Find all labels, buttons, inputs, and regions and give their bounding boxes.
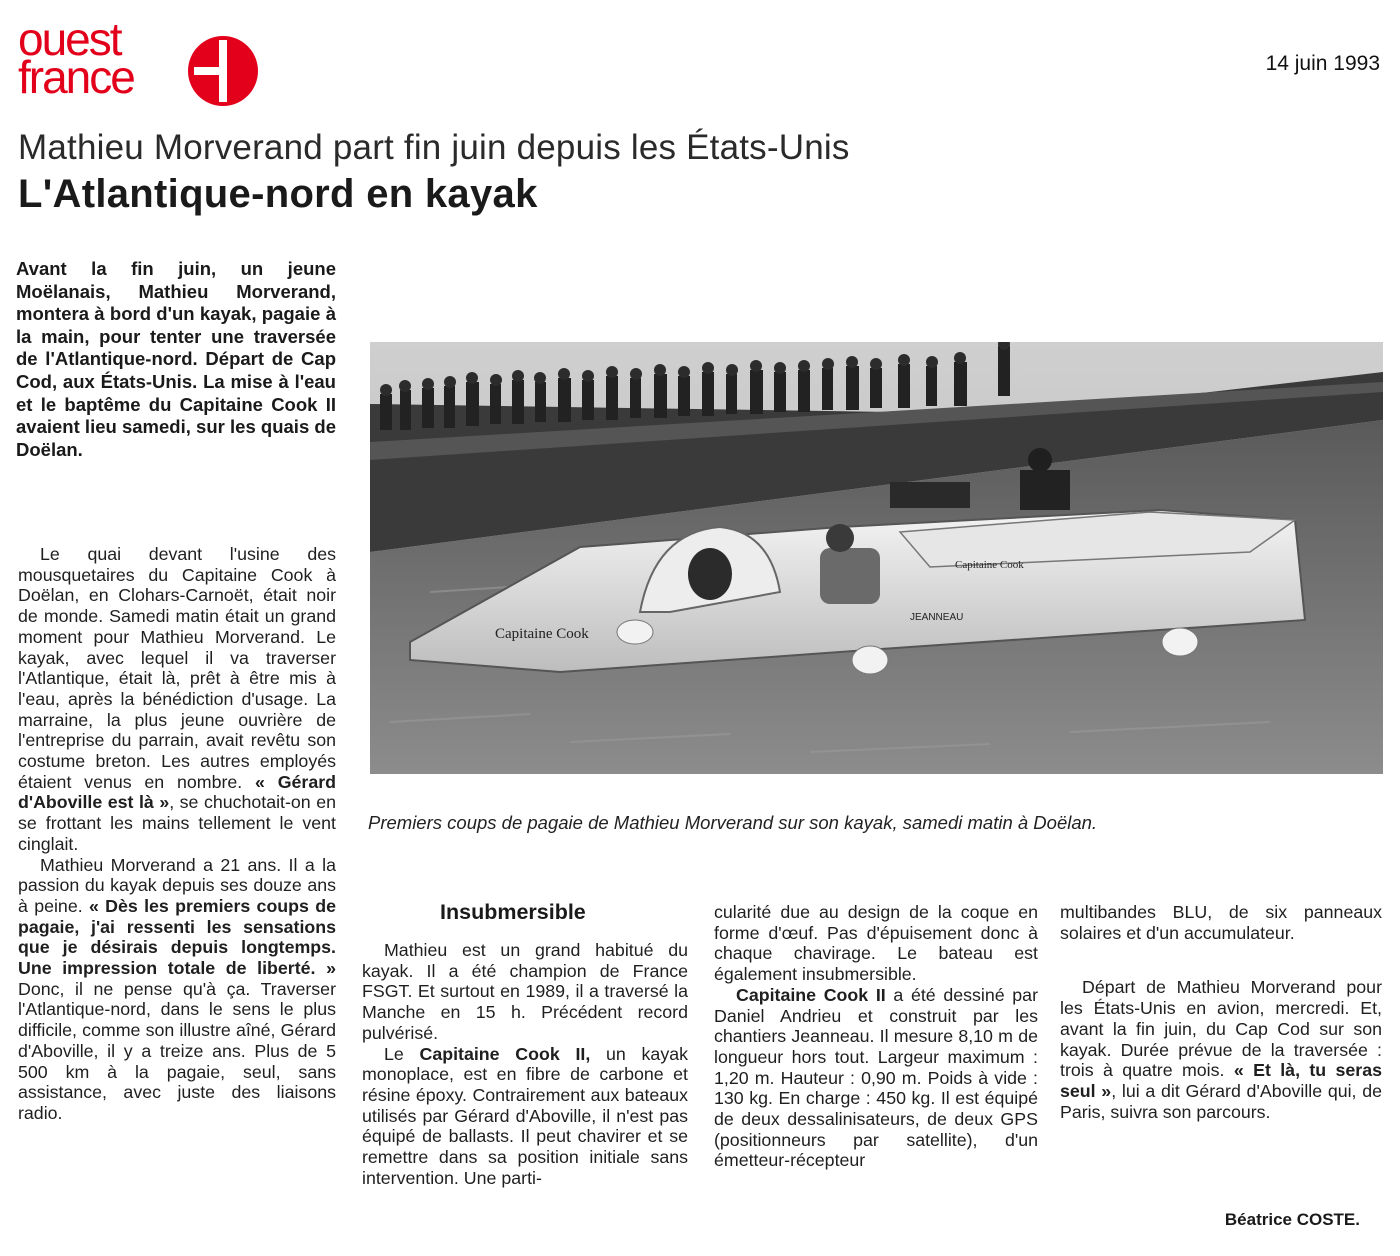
paragraph [18, 544, 336, 855]
section-heading: Insubmersible [440, 900, 586, 924]
boat-name: Capitaine Cook II, [419, 1043, 591, 1064]
logo-line-1: ouest [18, 13, 121, 65]
paragraph: cularité due au design de la coque en forme d'œuf. Pas d'épuisement donc à chaque chavirage. Le bateau est également insubmersible. [714, 902, 1038, 985]
cabin-brand-label: Capitaine Cook [955, 559, 1024, 571]
paragraph-text: Mathieu Morverand a 21 ans. Il a la passion du kayak depuis ses douze ans à peine. [18, 854, 336, 916]
author-signature: Béatrice COSTE. [1224, 1210, 1360, 1229]
article-column-3 [714, 902, 1038, 1171]
ouest-france-logo [18, 13, 258, 104]
logo-wordmark [18, 13, 134, 103]
article-lead: Avant la fin juin, un jeune Moëlanais, Mathieu Morverand, montera à bord d'un kayak, pagaie à la main, pour tenter une traversée de l'Atlantique-nord. Départ de Cap Cod, aux États-Unis. La mise à l'eau et le baptême du Capitaine Cook II avaient lieu samedi, sur les quais de Doëlan. [16, 258, 336, 460]
article-headline: L'Atlantique-nord en kayak [18, 172, 538, 216]
paragraph [1060, 977, 1382, 1122]
kayak-launch-photo [370, 342, 1383, 774]
builder-label: JEANNEAU [910, 612, 964, 623]
paragraph-text: , lui a dit Gérard d'Aboville qui, de Paris, suivra son parcours. [1060, 1080, 1382, 1122]
article-column-2 [362, 940, 688, 1188]
paragraph [362, 1044, 688, 1189]
paragraph-text: Donc, il ne pense qu'à ça. Traverser l'Atlantique-nord, dans le sens le plus difficile, comme son illustre aîné, Gérard d'Aboville, il y a treize ans. Plus de 5 500 km à la pagaie, seul, sans assistance, avec juste des liaisons radio. [18, 978, 336, 1123]
hull-brand-label: Capitaine Cook [495, 626, 589, 642]
logo-symbol-icon [186, 34, 260, 108]
paragraph-text: , se chuchotait-on en se frottant les mains tellement le vent cinglait. [18, 792, 336, 854]
quote: « Dès les premiers coups de pagaie, j'ai ressenti les sensations que je désirais depuis longtemps. Une impression totale de liberté. » [18, 895, 336, 979]
paragraph-text: un kayak monoplace, est en fibre de carbone et résine époxy. Contrairement aux bateaux utilisés par Gérard d'Aboville, il n'est pas équipé de ballasts. Il peut chavirer et se remettre dans sa position initiale sans intervention. Une parti- [362, 1043, 688, 1188]
logo-line-2: france [18, 51, 134, 103]
publication-date: 14 juin 1993 [1265, 52, 1380, 75]
paragraph: multibandes BLU, de six panneaux solaires et d'un accumulateur. [1060, 902, 1382, 943]
boat-name: Capitaine Cook II [736, 984, 886, 1005]
paragraph-text: Le [384, 1043, 404, 1064]
paragraph-text: a été dessiné par Daniel Andrieu et construit par les chantiers Jeanneau. Il mesure 8,10 m de longueur hors tout. Largeur maximum : 1,20 m. Hauteur : 0,90 m. Poids à vide : 130 kg. En charge : 450 kg. Il est équipé de deux dessalinisateurs, de deux GPS (positionneurs par satellite), d'un émetteur-récepteur [714, 984, 1038, 1171]
quote: « Et là, tu seras seul » [1060, 1060, 1382, 1101]
paragraph: Mathieu est un grand habitué du kayak. Il a été champion de France FSGT. Et surtout en 1989, il a traversé la Manche en 15 h. Précédent record pulvérisé. [362, 940, 688, 1043]
paragraph-text: Le quai devant l'usine des mousquetaires du Capitaine Cook à Doëlan, en Clohars-Carnoët, était noir de monde. Samedi matin était un grand moment pour Mathieu Morverand. Le kayak, avec lequel il va traverser l'Atlantique, était là, prêt à être mis à l'eau, après la bénédiction d'usage. La marraine, la plus jeune ouvrière de l'entreprise du parrain, avait revêtu son costume breton. Les autres employés étaient venus en nombre. [18, 544, 336, 792]
quote: « Gérard d'Aboville est là » [18, 771, 337, 813]
article-kicker: Mathieu Morverand part fin juin depuis les États-Unis [18, 128, 850, 167]
photo-caption: Premiers coups de pagaie de Mathieu Morverand sur son kayak, samedi matin à Doëlan. [368, 812, 1098, 833]
article-column-1 [18, 544, 336, 1124]
paragraph-text: Départ de Mathieu Morverand pour les États-Unis en avion, mercredi. Et, avant la fin juin, du Cap Cod sur son kayak. Durée prévue de la traversée : trois à quatre mois. [1060, 977, 1382, 1081]
paragraph [18, 855, 336, 1124]
paragraph [714, 985, 1038, 1171]
article-column-4 [1060, 902, 1382, 1122]
